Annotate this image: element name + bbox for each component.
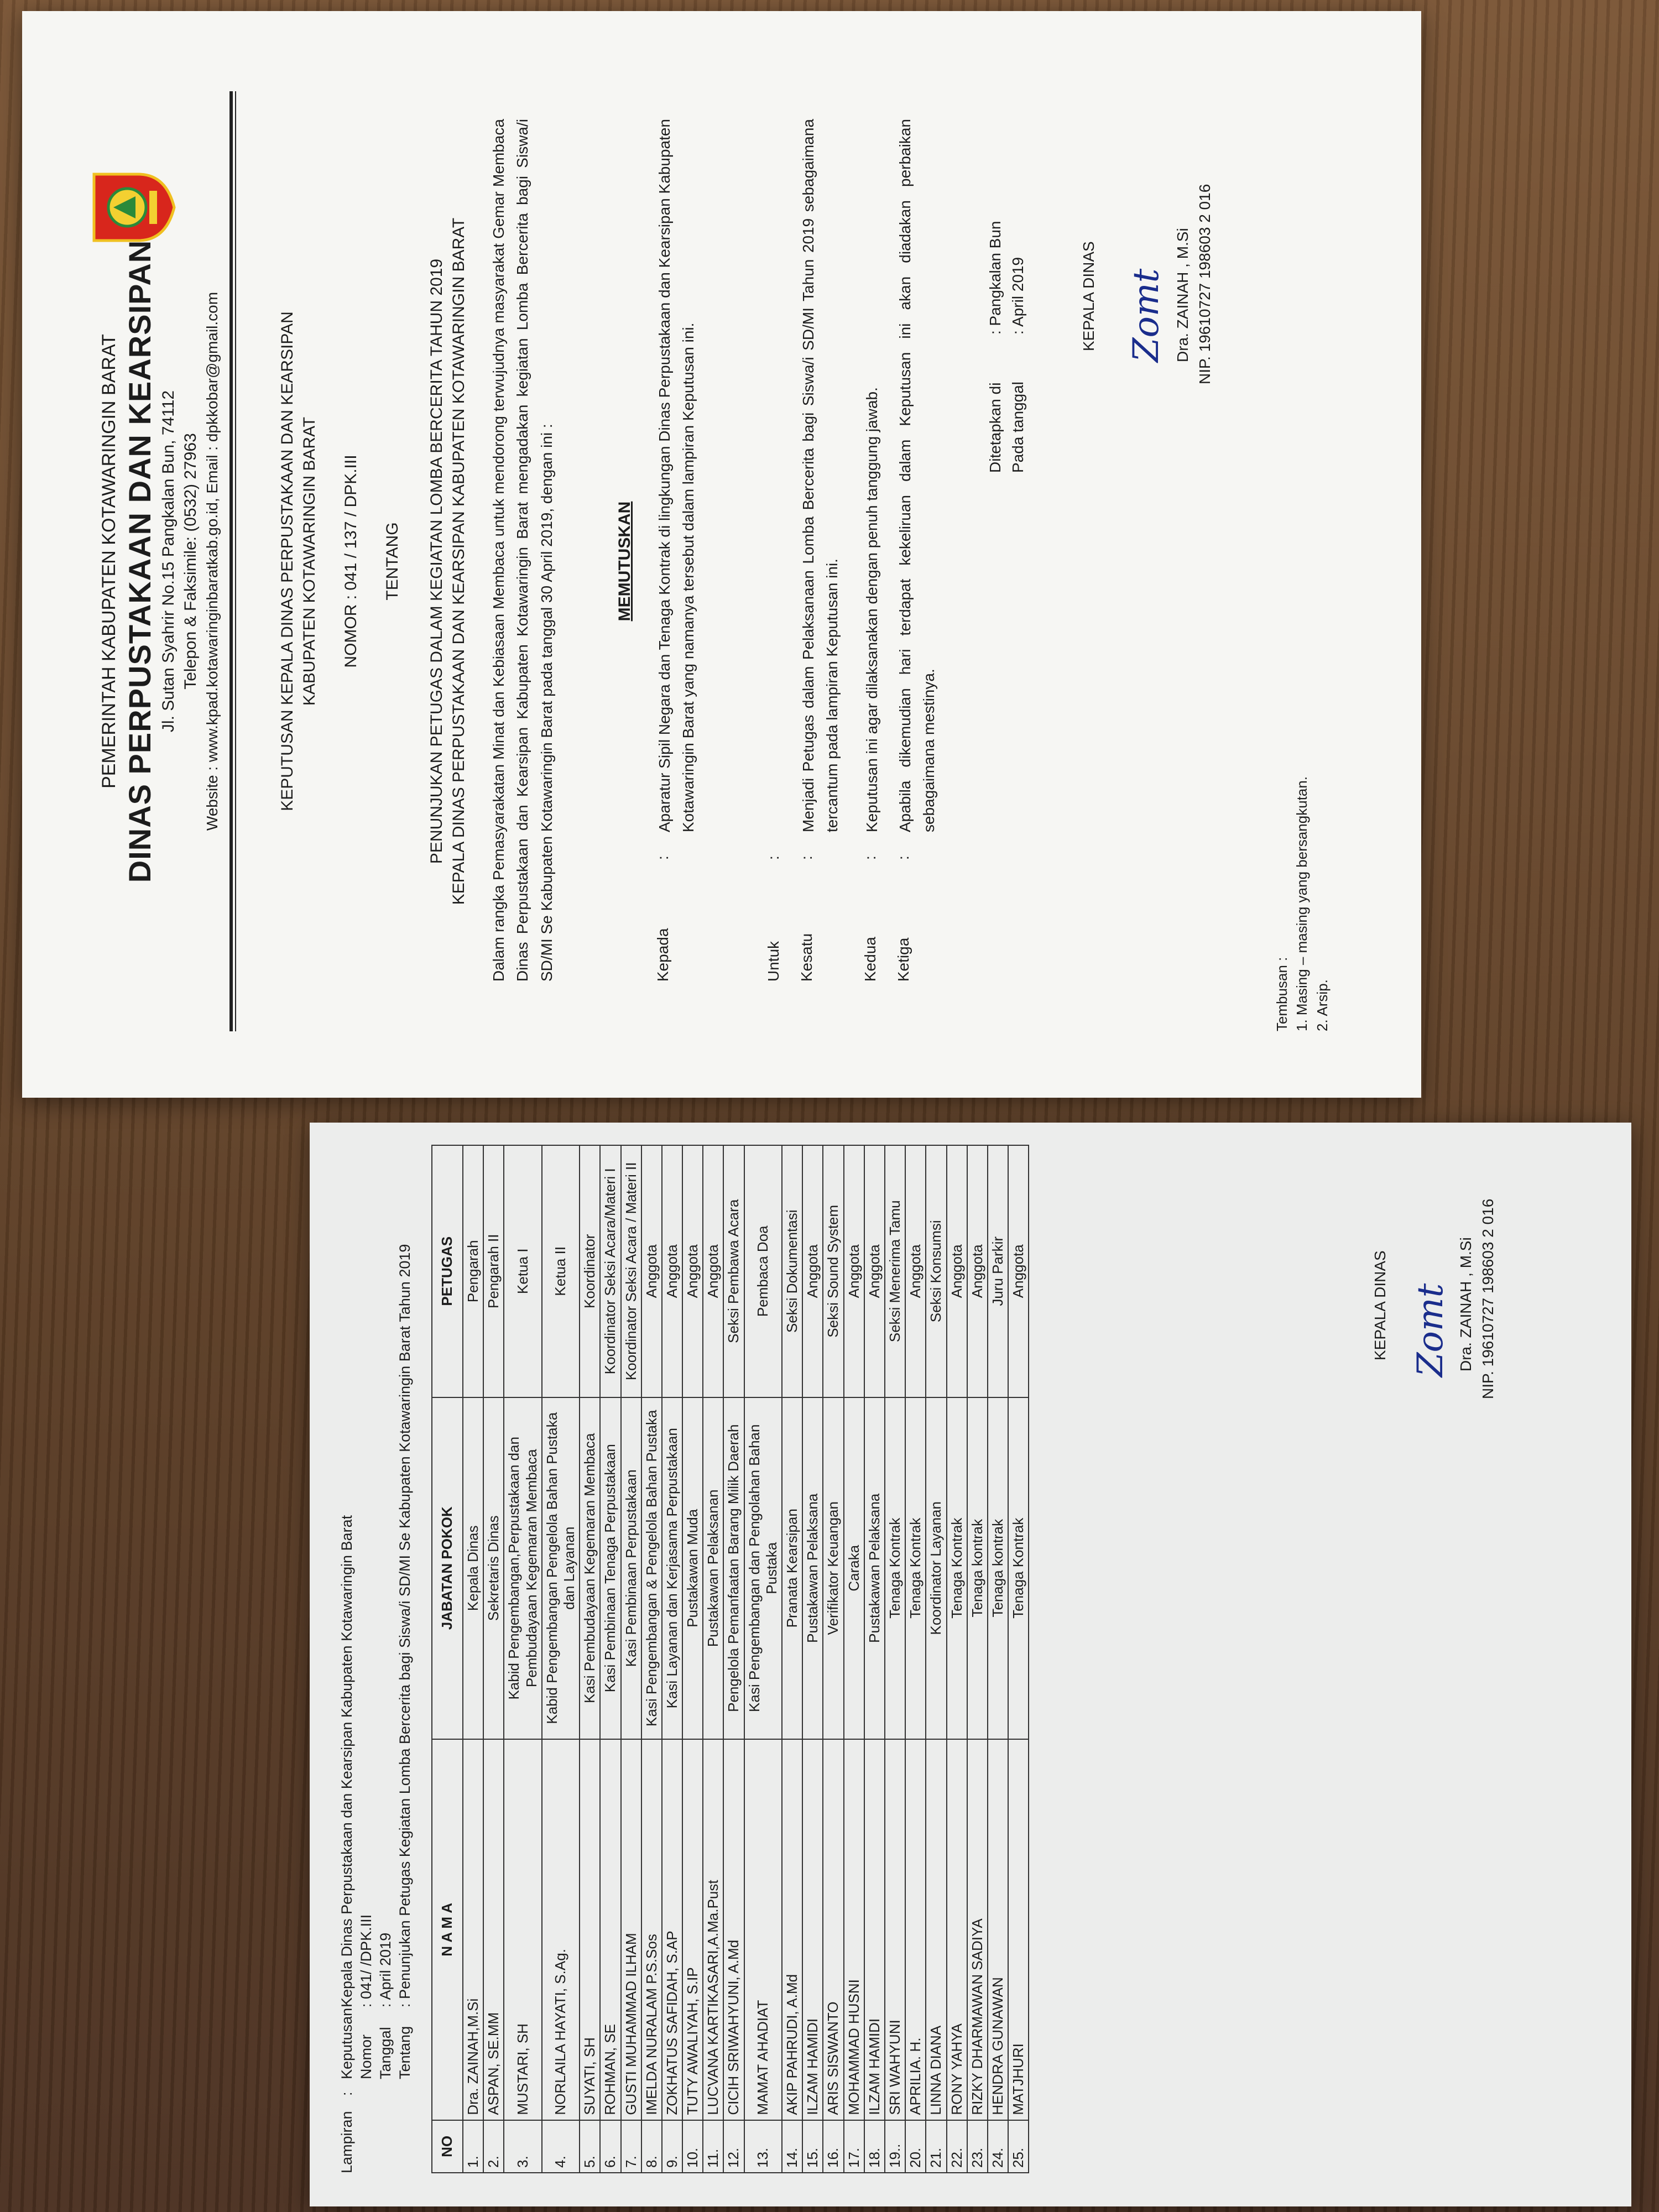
cell-petugas: Anggota <box>682 1145 703 1397</box>
handwritten-signature: Zomt <box>1410 1283 1451 1377</box>
cell-jabatan: Tenaga Kontrak <box>1008 1397 1029 1739</box>
cell-jabatan: Pranata Kearsipan <box>782 1397 802 1739</box>
cell-no: 14. <box>782 2120 802 2173</box>
cell-nama: MUSTARI, SH <box>504 1739 541 2120</box>
cell-nama: ASPAN, SE.MM <box>483 1739 504 2120</box>
lampiran-colon: : <box>338 2091 355 2096</box>
signatory-nip: NIP. 19610727 198603 2 016 <box>1196 184 1213 384</box>
kop-website: Website : www.kpad.kotawaringinbaratkab.go.id, Email : dpkkobar@gmail.com <box>204 291 221 831</box>
cell-petugas: Anggota <box>802 1145 823 1397</box>
decree-subject: PENUNJUKAN PETUGAS DALAM KEGIATAN LOMBA BERCERITA TAHUN 2019 <box>427 258 446 864</box>
cell-petugas: Ketua I <box>504 1145 541 1397</box>
cell-nama: MOHAMMAD HUSNI <box>844 1739 864 2120</box>
table-row <box>947 1145 967 2173</box>
cell-no: 8. <box>641 2120 662 2173</box>
row-text-kedua: Keputusan ini agar dilaksanakan dengan penuh tanggung jawab. <box>863 387 880 832</box>
tanggal-value: : April 2019 <box>1009 257 1026 335</box>
signatory-name: Dra. ZAINAH , M.Si <box>1457 1237 1474 1371</box>
kop-agency: DINAS PERPUSTAKAAN DAN KEARSIPAN <box>122 239 157 883</box>
cell-jabatan: Verifikator Keuangan <box>823 1397 843 1739</box>
cell-no: 1. <box>463 2120 483 2173</box>
table-row <box>641 1145 662 2173</box>
cell-petugas: Anggota <box>864 1145 885 1397</box>
cell-no: 2. <box>483 2120 504 2173</box>
cell-jabatan: Tenaga kontrak <box>967 1397 988 1739</box>
table-row <box>1008 1145 1029 2173</box>
decree-number: NOMOR : 041 / 137 / DPK.III <box>342 455 360 668</box>
decree-preamble: Dalam rangka Pemasyarakatan Minat dan Kebiasaan Membaca untuk mendorong terwujudnya masyarakat Gemar Membaca Dinas Perpustakaan dan Kearsipan Kabupaten Kotawaringin Barat mengadakan kegiatan Lomba Bercerita bagi Siswa/i SD/MI Se Kabupaten Kotawaringin Barat pada tanggal 30 April 2019, dengan ini : <box>490 119 555 982</box>
cell-petugas: Anggota <box>703 1145 723 1397</box>
cell-no: 20. <box>905 2120 926 2173</box>
row-text-kesatu: Menjadi Petugas dalam Pelaksanaan Lomba Bercerita bagi Siswa/i SD/MI Tahun 2019 sebagaimana tercantum pada lampiran Keputusan ini. <box>800 119 841 832</box>
lampiran-header <box>337 1134 415 2173</box>
header-jabatan: JABATAN POKOK <box>432 1397 463 1739</box>
decree-letter <box>22 11 1421 1098</box>
cell-no: 7. <box>621 2120 641 2173</box>
table-header-row <box>432 1145 463 2173</box>
cell-jabatan: Pustakawan Muda <box>682 1397 703 1739</box>
cell-nama: TUTY AWALIYAH, S.IP <box>682 1739 703 2120</box>
cell-jabatan: Kasi Layanan dan Kerjasama Perpustakaan <box>662 1397 682 1739</box>
table-row <box>885 1145 905 2173</box>
cell-jabatan: Kasi Pengembangan & Pengelola Bahan Pustaka <box>641 1397 662 1739</box>
cell-jabatan: Koordinator Layanan <box>926 1397 946 1739</box>
tanggal-value: : April 2019 <box>377 1932 394 2007</box>
table-row <box>703 1145 723 2173</box>
tembusan-title: Tembusan : <box>1274 957 1290 1031</box>
cell-petugas: Pembaca Doa <box>744 1145 782 1397</box>
row-label-kesatu: Kesatu <box>798 933 815 982</box>
row-text-kepada: Aparatur Sipil Negara dan Tenaga Kontrak di lingkungan Dinas Perpustakaan dan Kearsipan Kabupaten Kotawaringin Barat yang namanya tersebut dalam lampiran Keputusan ini. <box>656 119 697 832</box>
signatory-nip: NIP. 19610727 198603 2 016 <box>1479 1198 1496 1399</box>
cell-petugas: Koordinator Seksi Acara / Materi II <box>621 1145 641 1397</box>
cell-petugas: Seksi Dokumentasi <box>782 1145 802 1397</box>
cell-petugas: Seksi Pembawa Acara <box>723 1145 744 1397</box>
cell-nama: ILZAM HAMIDI <box>864 1739 885 2120</box>
table-row <box>580 1145 600 2173</box>
cell-nama: APRILIA. H. <box>905 1739 926 2120</box>
lampiran-sheet <box>310 1123 1631 2206</box>
cell-jabatan: Kasi Pembinaan Perpustakaan <box>621 1397 641 1739</box>
cell-nama: NORLAILA HAYATI, S.Ag. <box>542 1739 580 2120</box>
table-row <box>463 1145 483 2173</box>
table-row <box>864 1145 885 2173</box>
cell-no: 23. <box>967 2120 988 2173</box>
cell-nama: SUYATI, SH <box>580 1739 600 2120</box>
table-row <box>782 1145 802 2173</box>
keputusan-value: Kepala Dinas Perpustakaan dan Kearsipan Kabupaten Kotawaringin Barat <box>338 1515 355 2007</box>
cell-jabatan: Pengelola Pemanfaatan Barang Milik Daerah <box>723 1397 744 1739</box>
table-row <box>967 1145 988 2173</box>
cell-jabatan: Kabid Pengembangan Pengelola Bahan Pustaka dan Layanan <box>542 1397 580 1739</box>
cell-no: 4. <box>542 2120 580 2173</box>
cell-no: 16. <box>823 2120 843 2173</box>
row-label-untuk: Untuk <box>765 941 782 982</box>
cell-petugas: Seksi Menerima Tamu <box>885 1145 905 1397</box>
cell-petugas: Koordinator Seksi Acara/Materi I <box>600 1145 620 1397</box>
cell-petugas: Pengarah II <box>483 1145 504 1397</box>
tembusan-list <box>1272 776 1332 1031</box>
cell-nama: MATJHURI <box>1008 1739 1029 2120</box>
cell-no: 21. <box>926 2120 946 2173</box>
decree-memutuskan: MEMUTUSKAN <box>615 501 634 622</box>
cell-nama: SRI WAHYUNI <box>885 1739 905 2120</box>
cell-jabatan: Kasi Pembinaan Tenaga Perpustakaan <box>600 1397 620 1739</box>
table-row <box>682 1145 703 2173</box>
cell-petugas: Ketua II <box>542 1145 580 1397</box>
cell-no: 13. <box>744 2120 782 2173</box>
keputusan-label: Keputusan <box>338 2007 355 2079</box>
decree-letter-sheet <box>22 11 1421 1098</box>
cell-nama: ARIS SISWANTO <box>823 1739 843 2120</box>
cell-petugas: Anggota <box>662 1145 682 1397</box>
header-petugas: PETUGAS <box>432 1145 463 1397</box>
row-label-kedua: Kedua <box>862 937 879 982</box>
cell-nama: RONY YAHYA <box>947 1739 967 2120</box>
cell-no: 15. <box>802 2120 823 2173</box>
row-colon: : <box>862 855 879 860</box>
tentang-label: Tentang <box>397 2026 414 2079</box>
table-row <box>542 1145 580 2173</box>
cell-nama: CICIH SRIWAHYUNI, A.Md <box>723 1739 744 2120</box>
row-colon: : <box>654 855 671 860</box>
table-row <box>662 1145 682 2173</box>
cell-no: 3. <box>504 2120 541 2173</box>
cell-nama: ZOKHATUS SAFIDAH, S.AP <box>662 1739 682 2120</box>
row-colon: : <box>765 855 782 860</box>
signatory-title: KEPALA DINAS <box>1080 241 1097 351</box>
cell-petugas: Anggota <box>844 1145 864 1397</box>
cell-no: 24. <box>988 2120 1008 2173</box>
cell-jabatan: Kepala Dinas <box>463 1397 483 1739</box>
cell-jabatan: Pustakawan Pelaksana <box>864 1397 885 1739</box>
decree-title: KEPUTUSAN KEPALA DINAS PERPUSTAKAAN DAN KEARSIPAN <box>278 311 296 811</box>
cell-nama: GUSTI MUHAMMAD ILHAM <box>621 1739 641 2120</box>
cell-nama: MAMAT AHADIAT <box>744 1739 782 2120</box>
signatory-name: Dra. ZAINAH , M.Si <box>1174 228 1191 362</box>
table-row <box>723 1145 744 2173</box>
cell-nama: AKIP PAHRUDI, A.Md <box>782 1739 802 2120</box>
handwritten-signature: Zomt <box>1126 268 1167 362</box>
cell-jabatan: Caraka <box>844 1397 864 1739</box>
lampiran <box>310 1123 1631 2206</box>
cell-petugas: Anggota <box>947 1145 967 1397</box>
cell-no: 9. <box>662 2120 682 2173</box>
cell-petugas: Seksi Konsumsi <box>926 1145 946 1397</box>
cell-jabatan: Kabid Pengembangan,Perpustakaan dan Pembudayaan Kegemaran Membaca <box>504 1397 541 1739</box>
officers-table-body <box>463 1145 1029 2173</box>
table-row <box>926 1145 946 2173</box>
decree-tentang: TENTANG <box>383 522 401 601</box>
cell-petugas: Seksi Sound System <box>823 1145 843 1397</box>
table-row <box>905 1145 926 2173</box>
cell-jabatan: Pustakawan Pelaksana <box>802 1397 823 1739</box>
cell-nama: LUCVANA KARTIKASARI,A.Ma.Pust <box>703 1739 723 2120</box>
officers-table <box>431 1145 1029 2173</box>
lampiran-rotated <box>310 1123 1631 2206</box>
cell-nama: Dra. ZAINAH,M.Si <box>463 1739 483 2120</box>
table-row <box>600 1145 620 2173</box>
table-row <box>823 1145 843 2173</box>
table-row <box>621 1145 641 2173</box>
tanggal-label: Pada tanggal <box>1009 381 1026 473</box>
tanggal-label: Tanggal <box>377 2027 394 2079</box>
cell-jabatan: Kasi Pengembangan dan Pengolahan Bahan Pustaka <box>744 1397 782 1739</box>
row-text-ketiga: Apabila dikemudian hari terdapat kekeliruan dalam Keputusan ini akan diadakan perbaikan sebagaimana mestinya. <box>896 119 938 832</box>
stipulation-block <box>984 113 1029 473</box>
cell-petugas: Anggota <box>1008 1145 1029 1397</box>
cell-nama: ILZAM HAMIDI <box>802 1739 823 2120</box>
table-row <box>802 1145 823 2173</box>
cell-jabatan: Pustakawan Pelaksanan <box>703 1397 723 1739</box>
cell-petugas: Koordinator <box>580 1145 600 1397</box>
cell-jabatan: Tenaga Kontrak <box>947 1397 967 1739</box>
table-row <box>504 1145 541 2173</box>
table-row <box>483 1145 504 2173</box>
ditetapkan-label: Ditetapkan di <box>987 382 1004 473</box>
cell-no: 17. <box>844 2120 864 2173</box>
nomor-value: : 041/ /DPK.III <box>358 1914 375 2007</box>
row-colon: : <box>895 855 912 860</box>
table-row <box>744 1145 782 2173</box>
cell-jabatan: Tenaga Kontrak <box>885 1397 905 1739</box>
lampiran-label: Lampiran <box>338 2111 355 2173</box>
cell-petugas: Pengarah <box>463 1145 483 1397</box>
kop-phone: Telepon & Faksimile: (0532) 27963 <box>181 433 200 690</box>
header-no: NO <box>432 2120 463 2173</box>
cell-petugas: Anggota <box>641 1145 662 1397</box>
cell-no: 25. <box>1008 2120 1029 2173</box>
row-colon: : <box>798 855 815 860</box>
cell-jabatan: Tenaga Kontrak <box>905 1397 926 1739</box>
letterhead-divider <box>229 91 236 1031</box>
tentang-value: : Penunjukan Petugas Kegiatan Lomba Bercerita bagi Siswa/i SD/MI Se Kabupaten Kotawaringin Barat Tahun 2019 <box>397 1244 414 2007</box>
cell-jabatan: Sekretaris Dinas <box>483 1397 504 1739</box>
cell-nama: ROHMAN, SE <box>600 1739 620 2120</box>
cell-no: 19.. <box>885 2120 905 2173</box>
kop-government: PEMERINTAH KABUPATEN KOTAWARINGIN BARAT <box>98 334 119 789</box>
cell-no: 11. <box>703 2120 723 2173</box>
cell-petugas: Juru Parkir <box>988 1145 1008 1397</box>
cell-nama: LINNA DIANA <box>926 1739 946 2120</box>
tembusan-item: 1. Masing – masing yang bersangkutan. <box>1293 776 1311 1031</box>
ditetapkan-value: : Pangkalan Bun <box>987 221 1004 335</box>
decree-subject-issuer: KEPALA DINAS PERPUSTAKAAN DAN KEARSIPAN KABUPATEN KOTAWARINGIN BARAT <box>450 217 468 905</box>
cell-jabatan: Kasi Pembudayaan Kegemaran Membaca <box>580 1397 600 1739</box>
decree-title-region: KABUPATEN KOTAWARINGIN BARAT <box>300 416 319 706</box>
decree-letter-rotated <box>22 11 1421 1098</box>
tembusan-item: 2. Arsip. <box>1313 979 1331 1031</box>
table-row <box>844 1145 864 2173</box>
header-nama: N A M A <box>432 1739 463 2120</box>
row-label-ketiga: Ketiga <box>895 937 912 982</box>
cell-nama: RIZKY DHARMAWAN SADIYA <box>967 1739 988 2120</box>
cell-jabatan: Tenaga kontrak <box>988 1397 1008 1739</box>
cell-no: 6. <box>600 2120 620 2173</box>
cell-petugas: Anggota <box>905 1145 926 1397</box>
cell-no: 18. <box>864 2120 885 2173</box>
nomor-label: Nomor <box>358 2034 375 2079</box>
cell-nama: IMELDA NURALAM P.S.Sos <box>641 1739 662 2120</box>
kop-address: Jl. Sutan Syahrir No.15 Pangkalan Bun, 74112 <box>159 390 178 733</box>
cell-no: 12. <box>723 2120 744 2173</box>
cell-no: 5. <box>580 2120 600 2173</box>
cell-petugas: Anggota <box>967 1145 988 1397</box>
table-row <box>988 1145 1008 2173</box>
row-label-kepada: Kepada <box>654 928 671 982</box>
signatory-title: KEPALA DINAS <box>1371 1250 1389 1360</box>
cell-no: 10. <box>682 2120 703 2173</box>
cell-nama: HENDRA GUNAWAN <box>988 1739 1008 2120</box>
cell-no: 22. <box>947 2120 967 2173</box>
